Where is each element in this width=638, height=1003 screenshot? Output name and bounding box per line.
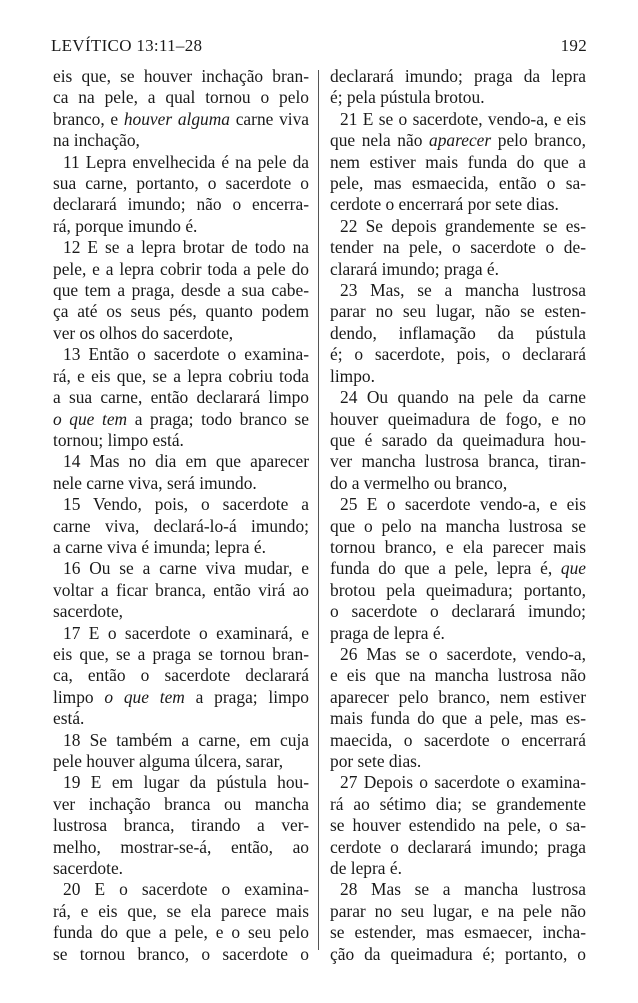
verse-start-line: 24 Ou quando na pele da carne <box>340 387 586 408</box>
text-line <box>330 130 586 151</box>
verse-start-line: 23 Mas, se a mancha lustrosa <box>340 280 586 301</box>
verse-start-line: 12 E se a lepra brotar de todo na <box>63 237 309 258</box>
text-line: brotou pela queimadura; portanto, <box>330 579 586 600</box>
text-line: está. <box>53 708 85 729</box>
verse-start-line: 16 Ou se a carne viva mudar, e <box>63 558 309 579</box>
text-line: mais funda do que a pele, mas es- <box>330 708 586 729</box>
text-line: rá, e eis que, se a lepra cobriu toda <box>53 365 309 386</box>
text-line: sua carne, portanto, o sacerdote o <box>53 173 309 194</box>
text-line: praga de lepra é. <box>330 622 445 643</box>
verse-start-line: 25 E o sacerdote vendo-a, e eis <box>340 494 586 515</box>
text-line: ca na pele, a qual tornou o pelo <box>53 87 309 108</box>
text-line: o sacerdote o declarará imundo; <box>330 601 586 622</box>
verse-start-line: 18 Se também a carne, em cuja <box>63 729 309 750</box>
text-run: funda do que a pele, lepra é, <box>330 558 561 579</box>
text-line: declarará imundo; não o encerra- <box>53 194 309 215</box>
text-line: funda do que a pele, e o seu pelo <box>53 922 309 943</box>
text-line: carne viva, declará-lo-á imundo; <box>53 515 309 536</box>
text-line: rá ao sétimo dia; se grandemente <box>330 793 586 814</box>
text-line: é; o sacerdote, pois, o declarará <box>330 344 586 365</box>
verse-start-line: 26 Mas se o sacerdote, vendo-a, <box>340 643 586 664</box>
text-run: a praga; limpo <box>184 686 309 707</box>
text-line: voltar a ficar branca, então virá ao <box>53 579 309 600</box>
text-line: pele, e a lepra cobrir toda a pele do <box>53 258 309 279</box>
text-line: ça até os seus pés, quanto podem <box>53 301 309 322</box>
text-line <box>53 687 309 708</box>
text-line: nem estiver mais funda do que a <box>330 151 586 172</box>
italic-words: o que tem <box>104 686 185 707</box>
text-line: sacerdote. <box>53 858 124 879</box>
text-line: cerdote o declarará imundo; praga <box>330 836 586 857</box>
verse-start-line: 14 Mas no dia em que aparecer <box>63 451 309 472</box>
text-line: do a vermelho ou branco, <box>330 472 508 493</box>
text-run: branco, e <box>53 108 124 129</box>
text-line: melho, mostrar-se-á, então, ao <box>53 836 309 857</box>
italic-words: houver alguma <box>123 108 230 129</box>
text-line: ca, então o sacerdote declarará <box>53 665 309 686</box>
text-run: carne viva <box>230 108 310 129</box>
text-line: a carne viva é imunda; lepra é. <box>53 536 266 557</box>
text-run: limpo <box>53 686 105 707</box>
text-line: clarará imundo; praga é. <box>330 258 499 279</box>
text-line: que é sarado da queimadura hou- <box>330 429 586 450</box>
verse-start-line: 20 E o sacerdote o examina- <box>63 879 309 900</box>
text-line: limpo. <box>330 365 375 386</box>
text-line: ção da queimadura é; portanto, o <box>330 943 586 964</box>
verse-start-line: 22 Se depois grandemente se es- <box>340 215 586 236</box>
text-line: se houver estendido na pele, o sa- <box>330 815 586 836</box>
page-number: 192 <box>560 36 587 55</box>
text-line <box>53 109 309 130</box>
text-line: lustrosa branca, tirando a ver- <box>53 815 309 836</box>
text-line: pele houver alguma úlcera, sarar, <box>53 751 284 771</box>
running-header <box>51 36 587 58</box>
text-line: parar no seu lugar, e na pele não <box>330 900 586 921</box>
text-line: nele carne viva, será imundo. <box>53 472 257 493</box>
text-line: rá, e eis que, se ela parece mais <box>53 900 309 921</box>
text-line: é; pela pústula brotou. <box>330 87 485 108</box>
text-run: pelo branco, <box>491 130 586 151</box>
text-line: houver queimadura de fogo, e no <box>330 408 586 429</box>
verse-start-line: 28 Mas se a mancha lustrosa <box>340 879 586 900</box>
text-line: eis que, se houver inchação bran- <box>53 66 309 86</box>
text-line: pele, mas esmaecida, então o sa- <box>330 173 586 194</box>
text-line: ver os olhos do sacerdote, <box>53 322 234 343</box>
verse-start-line: 17 E o sacerdote o examinará, e <box>63 622 309 643</box>
text-line: tornou branco, e ela parecer mais <box>330 536 586 557</box>
verse-start-line: 11 Lepra envelhecida é na pele da <box>63 151 309 172</box>
verse-start-line: 19 E em lugar da pústula hou- <box>63 772 309 793</box>
italic-words: o que tem <box>53 408 128 429</box>
text-line: maecida, o sacerdote o encerrará <box>330 729 586 750</box>
text-line: se estender, mas esmaecer, incha- <box>330 922 586 943</box>
text-line <box>53 409 309 430</box>
column-divider <box>318 70 319 950</box>
text-line: parar no seu lugar, não se esten- <box>330 301 586 322</box>
verse-start-line: 15 Vendo, pois, o sacerdote a <box>63 494 309 515</box>
text-line: dendo, inflamação da pústula <box>330 322 586 343</box>
italic-words: que <box>560 558 586 579</box>
italic-words: aparecer <box>429 130 492 151</box>
text-line: rá, porque imundo é. <box>53 215 198 236</box>
left-text-column <box>53 66 309 965</box>
text-line: e eis que na mancha lustrosa não <box>330 665 586 686</box>
text-line: declarará imundo; praga da lepra <box>330 66 586 86</box>
text-line: tender na pele, o sacerdote o de- <box>330 237 586 258</box>
text-line <box>330 558 586 579</box>
text-line: ver inchação branca ou mancha <box>53 793 309 814</box>
text-line: cerdote o encerrará por sete dias. <box>330 194 559 215</box>
right-text-column <box>330 66 586 965</box>
text-line: que o pelo na mancha lustrosa se <box>330 515 586 536</box>
verse-start-line: 13 Então o sacerdote o examina- <box>63 344 309 365</box>
verse-start-line: 21 E se o sacerdote, vendo-a, e eis <box>340 108 586 129</box>
chapter-title: LEVÍTICO 13:11–28 <box>51 36 203 55</box>
text-line: que tem a praga, desde a sua cabe- <box>53 280 309 301</box>
text-line: aparecer pelo branco, nem estiver <box>330 686 586 707</box>
text-run: a praga; todo branco se <box>127 408 309 429</box>
text-line: na inchação, <box>53 130 140 151</box>
text-line: por sete dias. <box>330 751 422 771</box>
text-line: a sua carne, então declarará limpo <box>53 387 309 408</box>
text-line: eis que, se a praga se tornou bran- <box>53 643 309 664</box>
verse-start-line: 27 Depois o sacerdote o examina- <box>340 772 586 793</box>
text-line: ver mancha lustrosa branca, tiran- <box>330 451 586 472</box>
text-line: se tornou branco, o sacerdote o <box>53 943 309 964</box>
text-run: que nela não <box>330 130 430 151</box>
text-line: de lepra é. <box>330 858 402 879</box>
text-line: tornou; limpo está. <box>53 429 184 450</box>
text-line: sacerdote, <box>53 601 124 622</box>
